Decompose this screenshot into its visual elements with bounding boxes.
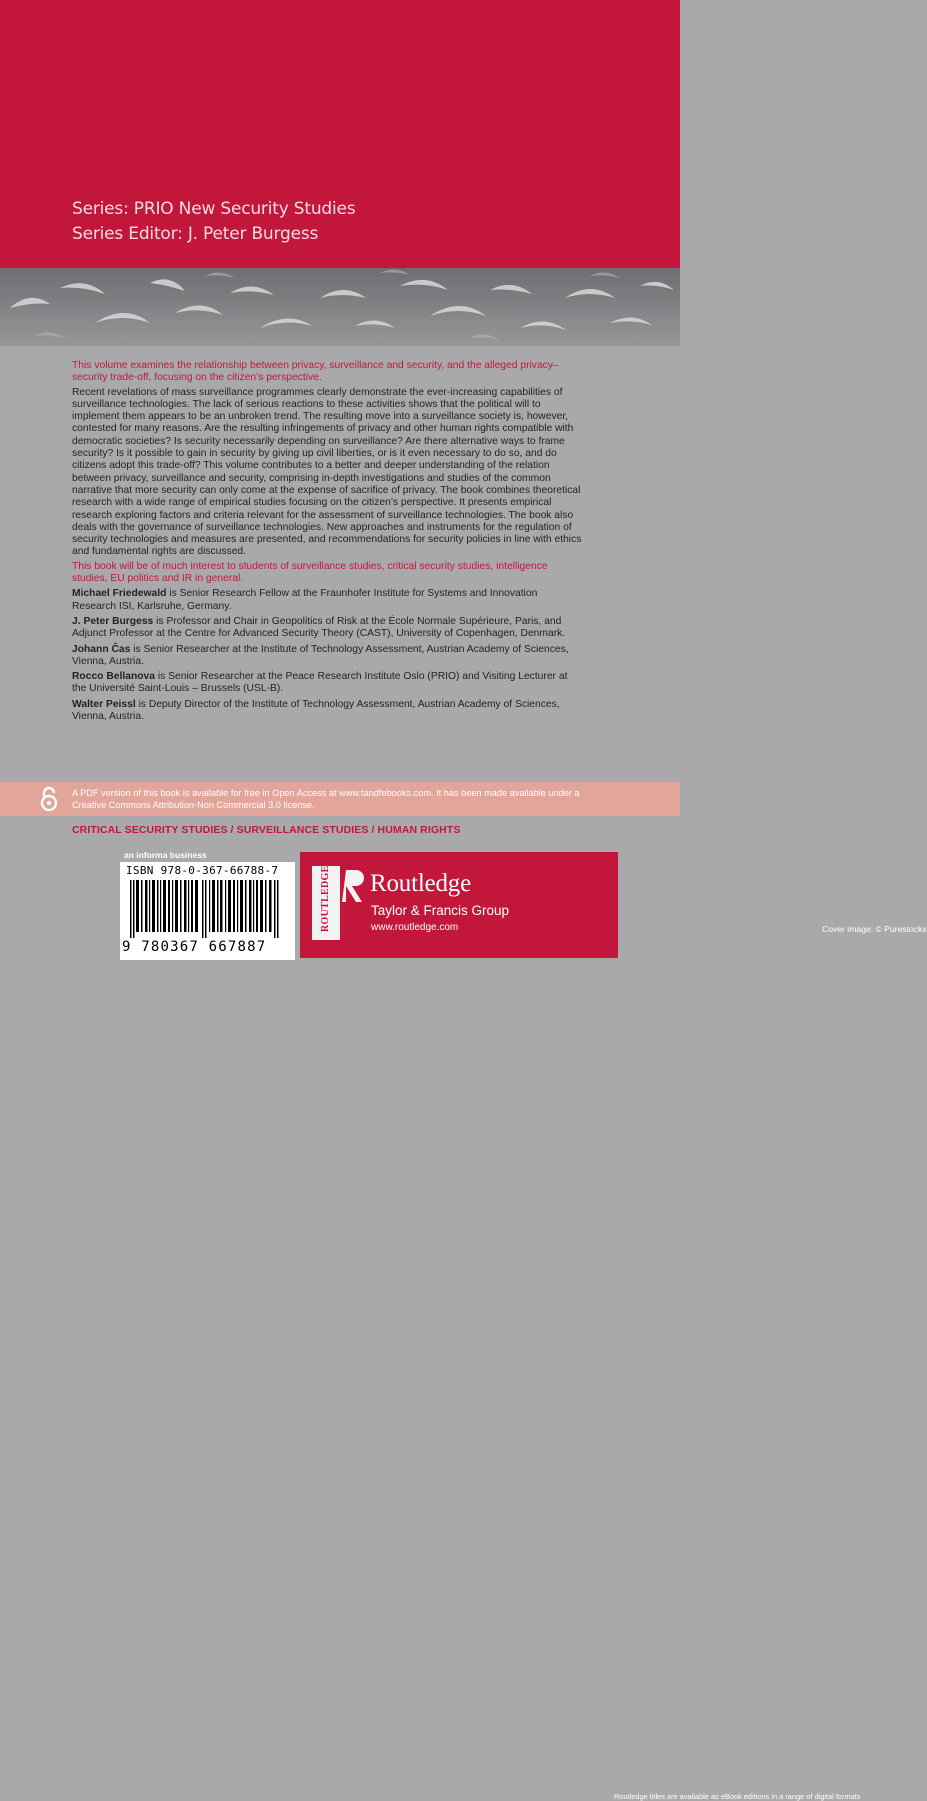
author-bio bbox=[72, 616, 582, 641]
author-name: Rocco Bellanova bbox=[72, 671, 155, 683]
audience-paragraph: This book will be of much interest to students of surveillance studies, critical security studies, intelligence studies, EU politics and IR in general. bbox=[72, 560, 548, 585]
open-access-icon bbox=[38, 786, 60, 812]
ebook-note: Routledge titles are available as eBook editions in a range of digital formats bbox=[614, 1792, 861, 1801]
main-paragraph: Recent revelations of mass surveillance programmes clearly demonstrate the ever-increasing capabilities of surveillance technologies. The lack of serious reactions to these activities shows that the political will to implement them appears to be an unbroken trend. The resulting move into a surveillance society is, however, contested for many reasons. Are the resulting infringements of privacy and other human rights compatible with democratic societies? Is security necessarily depending on surveillance? Are there alternative ways to frame security? Is it possible to gain in security by giving up civil liberties, or is it even necessary to do so, and do citizens adopt this trade-off? This volume contributes to a better and deeper understanding of the relation between privacy, surveillance and security, comprising in-depth investigations and studies of the common narrative that more security can only come at the expense of sacrifice of privacy. The book combines theoretical research with a wide range of empirical studies focusing on the citizen’s perspective. It presents empirical research exploring factors and criteria relevant for the assessment of surveillance technologies. The book also deals with the governance of surveillance technologies. New approaches and instruments for the regulation of security technologies and measures are presented, and recommendations for security policies in line with ethics and fundamental rights are discussed. bbox=[72, 386, 582, 558]
intro-paragraph: This volume examines the relationship between privacy, surveillance and security, and the alleged privacy–security trade-off, focusing on the citizen’s perspective. bbox=[72, 360, 559, 384]
barcode-bars bbox=[126, 880, 289, 938]
barcode bbox=[120, 862, 295, 960]
author-name: J. Peter Burgess bbox=[72, 615, 154, 627]
author-bio bbox=[72, 644, 582, 669]
author-name: Johann Čas bbox=[72, 643, 131, 655]
informa-tagline: an informa business bbox=[124, 850, 207, 860]
author-bio-text: is Deputy Director of the Institute of Technology Assessment, Austrian Academy of Sciences, Vienna, Austria. bbox=[72, 698, 560, 723]
series-editor: Series Editor: J. Peter Burgess bbox=[72, 224, 319, 244]
author-bio bbox=[72, 588, 582, 613]
birds-photo-strip bbox=[0, 268, 680, 346]
series-info bbox=[72, 197, 355, 247]
cover-image-credit: Cover image: © Purestockx bbox=[822, 924, 927, 934]
routledge-emblem-icon bbox=[342, 866, 368, 906]
routledge-spine-text: ROUTLEDGE bbox=[320, 865, 331, 932]
isbn-number: 9 780367 667887 bbox=[122, 939, 267, 955]
publisher-panel bbox=[300, 852, 927, 1801]
author-name: Walter Peissl bbox=[72, 698, 136, 710]
author-bio-text: is Senior Researcher at the Institute of Technology Assessment, Austrian Academy of Sciences, Vienna, Austria. bbox=[72, 643, 569, 667]
author-bio-text: is Professor and Chair in Geopolitics of Risk at the École Normale Supérieure, Paris, and Adjunct Professor at the Centre for Advanced Security Theory (CAST), University of Copenhagen, Denmark. bbox=[72, 615, 566, 640]
author-name: Michael Friedewald bbox=[72, 588, 167, 600]
author-bio bbox=[72, 699, 582, 724]
publisher-website[interactable]: www.routledge.com bbox=[371, 922, 459, 933]
back-cover-text bbox=[72, 360, 582, 725]
author-bio-text: is Senior Research Fellow at the Fraunhofer Institute for Systems and Innovation Research ISI, Karlsruhe, Germany. bbox=[72, 588, 538, 612]
subject-categories: CRITICAL SECURITY STUDIES / SURVEILLANCE STUDIES / HUMAN RIGHTS bbox=[72, 824, 461, 836]
author-bio-text: is Senior Researcher at the Peace Research Institute Oslo (PRIO) and Visiting Lecturer at the Université Saint-Louis – Brussels (USL-B). bbox=[72, 671, 568, 695]
series-title: Series: PRIO New Security Studies bbox=[72, 199, 356, 219]
publisher-name: Routledge bbox=[370, 870, 471, 897]
open-access-band bbox=[0, 782, 680, 816]
author-bio bbox=[72, 671, 582, 696]
isbn-label: ISBN 978-0-367-66788-7 bbox=[126, 864, 279, 877]
open-access-notice: A PDF version of this book is available for free in Open Access at www.tandfebooks.com. It has been made available under a Creative Commons Attribution-Non Commercial 3.0 license. bbox=[72, 788, 580, 810]
birds-image bbox=[0, 268, 680, 346]
publisher-group: Taylor & Francis Group bbox=[371, 903, 510, 918]
